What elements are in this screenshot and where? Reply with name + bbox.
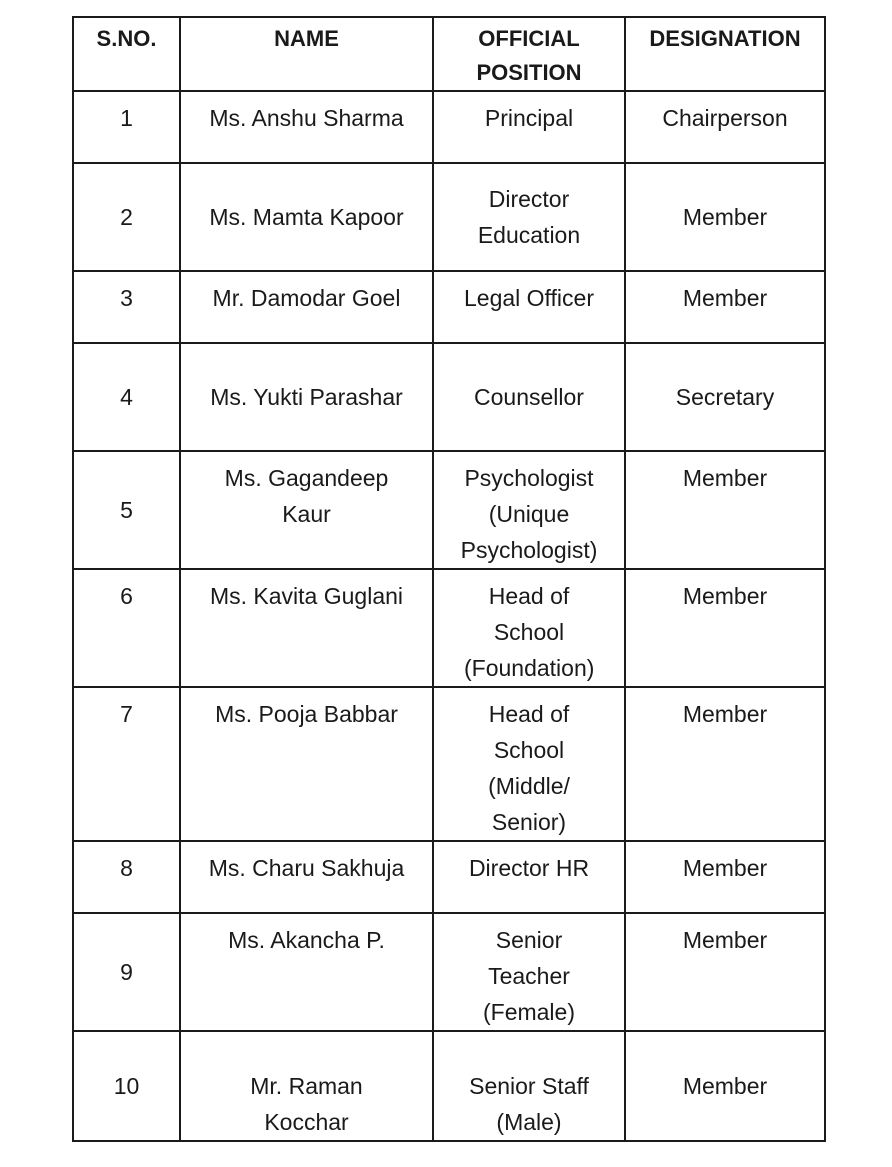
cell-designation: Member	[625, 271, 825, 343]
cell-name: Ms. Akancha P.	[180, 913, 433, 1031]
cell-position: Senior Staff (Male)	[433, 1031, 625, 1141]
cell-sno: 5	[73, 451, 180, 569]
cell-sno: 9	[73, 913, 180, 1031]
cell-sno: 6	[73, 569, 180, 687]
cell-designation: Secretary	[625, 343, 825, 451]
cell-position: Director Education	[433, 163, 625, 271]
table-row	[73, 1031, 825, 1141]
header-designation: DESIGNATION	[625, 17, 825, 91]
table-row	[73, 163, 825, 271]
cell-position: Psychologist (Unique Psychologist)	[433, 451, 625, 569]
table-row	[73, 271, 825, 343]
cell-sno: 8	[73, 841, 180, 913]
cell-designation: Member	[625, 451, 825, 569]
committee-table	[72, 16, 826, 1142]
cell-designation: Member	[625, 841, 825, 913]
cell-name: Ms. Gagandeep Kaur	[180, 451, 433, 569]
cell-position: Legal Officer	[433, 271, 625, 343]
header-name: NAME	[180, 17, 433, 91]
cell-sno: 4	[73, 343, 180, 451]
header-sno: S.NO.	[73, 17, 180, 91]
table-row	[73, 913, 825, 1031]
cell-designation: Member	[625, 687, 825, 841]
cell-sno: 10	[73, 1031, 180, 1141]
table-row	[73, 451, 825, 569]
cell-position: Principal	[433, 91, 625, 163]
table-row	[73, 91, 825, 163]
cell-name: Ms. Yukti Parashar	[180, 343, 433, 451]
cell-name: Mr. Damodar Goel	[180, 271, 433, 343]
cell-position: Counsellor	[433, 343, 625, 451]
cell-position: Senior Teacher (Female)	[433, 913, 625, 1031]
table-row	[73, 841, 825, 913]
cell-designation: Member	[625, 163, 825, 271]
cell-name: Ms. Anshu Sharma	[180, 91, 433, 163]
cell-designation: Member	[625, 569, 825, 687]
cell-name: Mr. Raman Kocchar	[180, 1031, 433, 1141]
table-row	[73, 343, 825, 451]
cell-name: Ms. Mamta Kapoor	[180, 163, 433, 271]
cell-designation: Member	[625, 913, 825, 1031]
cell-sno: 3	[73, 271, 180, 343]
cell-sno: 2	[73, 163, 180, 271]
cell-name: Ms. Pooja Babbar	[180, 687, 433, 841]
cell-designation: Chairperson	[625, 91, 825, 163]
cell-position: Head of School (Middle/ Senior)	[433, 687, 625, 841]
cell-position: Head of School (Foundation)	[433, 569, 625, 687]
cell-sno: 7	[73, 687, 180, 841]
header-row	[73, 17, 825, 91]
cell-name: Ms. Charu Sakhuja	[180, 841, 433, 913]
cell-position: Director HR	[433, 841, 625, 913]
header-official-position: OFFICIAL POSITION	[433, 17, 625, 91]
cell-designation: Member	[625, 1031, 825, 1141]
table-row	[73, 569, 825, 687]
cell-sno: 1	[73, 91, 180, 163]
table-row	[73, 687, 825, 841]
cell-name: Ms. Kavita Guglani	[180, 569, 433, 687]
